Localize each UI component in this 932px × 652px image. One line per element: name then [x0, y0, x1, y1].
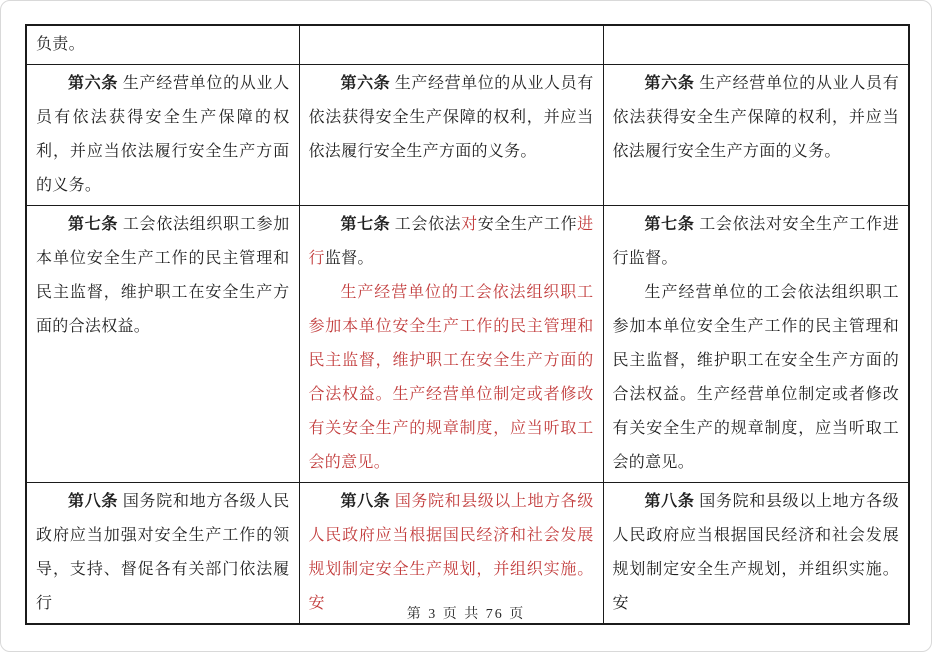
table-cell	[603, 65, 909, 206]
text-run: 对	[461, 216, 478, 233]
table-cell	[26, 65, 299, 206]
paragraph	[613, 485, 900, 621]
text-run: 第六条	[68, 75, 119, 92]
paragraph	[613, 208, 900, 276]
table-cell	[299, 25, 603, 65]
text-run: 第八条	[68, 493, 119, 510]
text-run: 第七条	[340, 216, 391, 233]
text-run: 生产经营单位的工会依法组织职工参加本单位安全生产工作的民主管理和民主监督，维护职工在安全生产方面的合法权益。生产经营单位制定或者修改有关安全生产的规章制度，应当听取工会的意见。	[612, 284, 899, 471]
paragraph	[36, 67, 290, 203]
table-cell	[603, 206, 909, 483]
text-run: 工会依法	[390, 216, 462, 233]
table-cell	[26, 25, 299, 65]
text-run: 第七条	[68, 216, 119, 233]
text-run: 国务院和地方各级人民政府应当加强对安全生产工作的领导，支持、督促各有关部门依法履行	[36, 493, 290, 612]
table-cell	[603, 25, 909, 65]
table-cell	[299, 206, 603, 483]
text-run: 第七条	[644, 216, 695, 233]
paragraph	[36, 28, 290, 62]
text-run: 工会依法对安全生产工作进行监督。	[612, 216, 899, 267]
text-run: 生产经营单位的从业人员有依法获得安全生产保障的权利，并应当依法履行安全生产方面的义务。	[36, 75, 290, 194]
text-run: 负责。	[36, 36, 85, 53]
text-run: 国务院和县级以上地方各级人民政府应当根据国民经济和社会发展规划制定安全生产规划，并组织实施。安	[308, 493, 594, 612]
paragraph	[309, 208, 594, 276]
paragraph	[36, 485, 290, 621]
text-run: 进行	[308, 216, 594, 267]
page-number: 第 3 页 共 76 页	[406, 607, 526, 622]
text-run: 工会依法组织职工参加本单位安全生产工作的民主管理和民主监督，维护职工在安全生产方面的合法权益。	[36, 216, 290, 335]
paragraph	[36, 208, 290, 344]
text-run: 第八条	[340, 493, 391, 510]
paragraph	[613, 276, 900, 480]
text-run: 国务院和县级以上地方各级人民政府应当根据国民经济和社会发展规划制定安全生产规划，并组织实施。安	[612, 493, 899, 612]
table-row	[26, 65, 909, 206]
text-run: 生产经营单位的工会依法组织职工参加本单位安全生产工作的民主管理和民主监督，维护职工在安全生产方面的合法权益。生产经营单位制定或者修改有关安全生产的规章制度，应当听取工会的意见。	[308, 284, 594, 471]
text-run: 监督。	[324, 250, 374, 267]
paragraph	[309, 276, 594, 480]
text-run: 第六条	[644, 75, 695, 92]
text-run: 第六条	[340, 75, 391, 92]
comparison-table	[25, 24, 910, 625]
paragraph	[309, 67, 594, 169]
paragraph	[613, 67, 900, 169]
table-cell	[26, 206, 299, 483]
table-row	[26, 25, 909, 65]
paragraph	[309, 485, 594, 621]
table-row	[26, 206, 909, 483]
text-run: 生产经营单位的从业人员有依法获得安全生产保障的权利，并应当依法履行安全生产方面的义务。	[612, 75, 899, 160]
table-cell	[299, 65, 603, 206]
text-run: 生产经营单位的从业人员有依法获得安全生产保障的权利，并应当依法履行安全生产方面的义务。	[308, 75, 594, 160]
comparison-table-body	[26, 25, 909, 624]
text-run: 安全生产工作	[477, 216, 578, 233]
text-run: 第八条	[644, 493, 695, 510]
